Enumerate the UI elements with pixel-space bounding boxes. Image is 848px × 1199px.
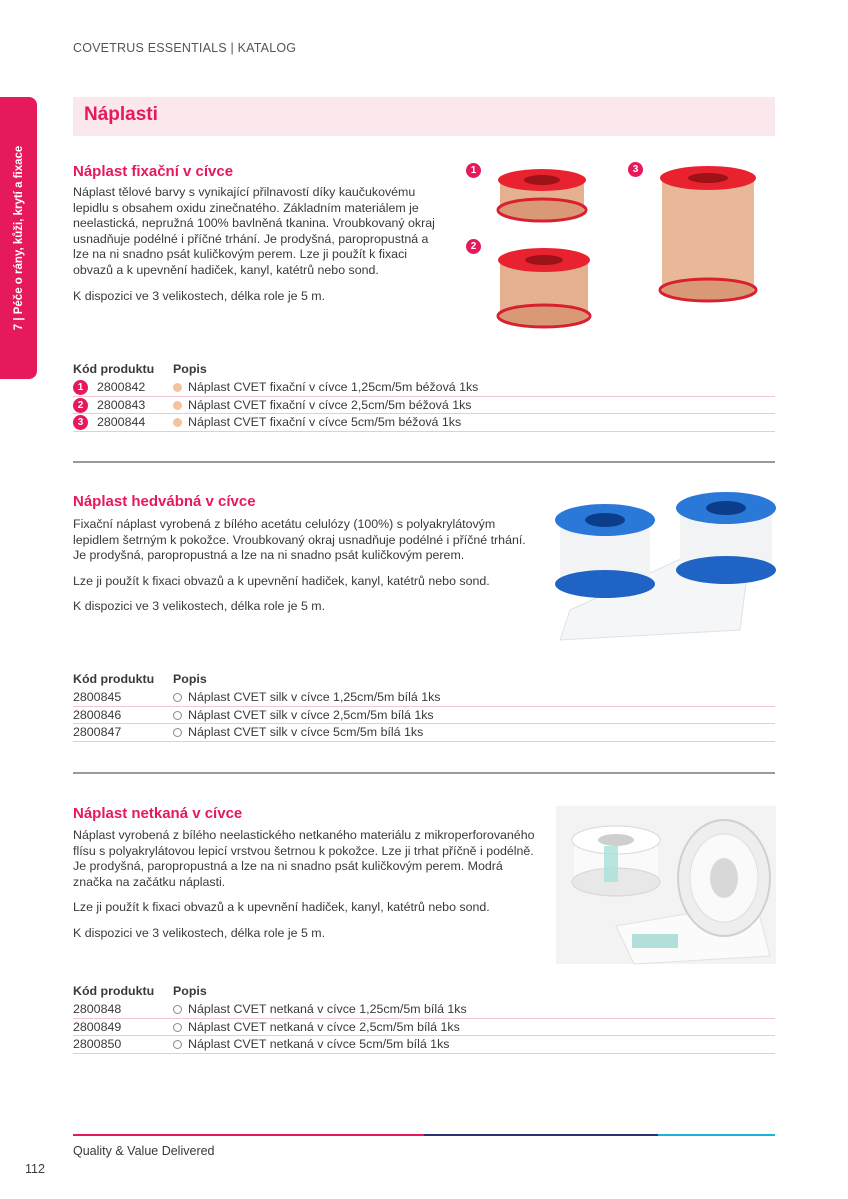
product-2-table	[73, 672, 775, 742]
table-header	[73, 984, 775, 1001]
table-row	[73, 397, 775, 415]
product-desc: Náplast CVET silk v cívce 5cm/5m bílá 1ks	[188, 725, 424, 739]
table-row	[73, 689, 775, 707]
color-dot	[173, 728, 182, 737]
table-row	[73, 379, 775, 397]
footer-line-navy	[424, 1134, 658, 1136]
section-title: Náplasti	[84, 104, 158, 125]
table-row	[73, 707, 775, 725]
color-dot	[173, 418, 182, 427]
row-number-badge: 1	[73, 380, 88, 395]
color-dot	[173, 401, 182, 410]
table-row	[73, 414, 775, 432]
product-desc: Náplast CVET netkaná v cívce 2,5cm/5m bílá 1ks	[188, 1019, 460, 1034]
product-1-table	[73, 362, 775, 432]
product-3-paragraph: Náplast vyrobená z bílého neelastického netkaného materiálu z mikroperforovaného flísu s polyakrylátovou lepicí vrstvou šetrnou k pokožce. Lze ji trhat příčně i podélně. Je prodyšná, paropropustná a lze na ni snadno psát kuličkovým perem. Modrá značka na začátku náplasti.	[73, 828, 535, 889]
color-dot	[173, 1040, 182, 1049]
product-2-description	[73, 517, 533, 625]
product-2-paragraph: Fixační náplast vyrobená z bílého acetátu celulózy (100%) s polyakrylátovým lepidlem šetrným k pokožce. Vroubkovaný okraj usnadňuje podélné i příčné trhání. Je prodyšná, paropropustná a lze na ni snadno psát kuličkovým perem.	[73, 517, 526, 563]
product-3-paragraph: K dispozici ve 3 velikostech, délka role je 5 m.	[73, 925, 326, 940]
image-label-3: 3	[628, 162, 643, 177]
product-3-title: Náplast netkaná v cívce	[73, 805, 243, 822]
product-code: 2800848	[73, 1002, 122, 1016]
col-code-header: Kód produktu	[73, 362, 155, 376]
image-label-1: 1	[466, 163, 481, 178]
beige-tape-spool-medium-image	[494, 246, 594, 332]
nonwoven-tape-spools-image	[556, 806, 776, 964]
chapter-side-tab	[0, 97, 37, 379]
section-divider	[73, 461, 775, 463]
product-3-paragraph: Lze ji použít k fixaci obvazů a k upevnění hadiček, kanyl, katétrů nebo sond.	[73, 900, 490, 915]
product-1-title: Náplast fixační v cívce	[73, 163, 234, 180]
beige-tape-spool-large-image	[658, 164, 758, 306]
page-number: 112	[25, 1162, 45, 1176]
product-desc: Náplast CVET fixační v cívce 2,5cm/5m béžová 1ks	[188, 397, 472, 412]
table-header	[73, 362, 775, 379]
col-desc-header: Popis	[173, 672, 207, 686]
beige-tape-spool-small-image	[492, 168, 592, 228]
footer-line-pink	[73, 1134, 424, 1136]
product-code: 2800843	[97, 397, 146, 412]
product-3-table	[73, 984, 775, 1054]
product-2-title: Náplast hedvábná v cívce	[73, 493, 256, 510]
col-code-header: Kód produktu	[73, 984, 155, 998]
product-desc: Náplast CVET silk v cívce 2,5cm/5m bílá 1ks	[188, 707, 434, 722]
color-dot	[173, 1023, 182, 1032]
color-dot	[173, 711, 182, 720]
product-code: 2800847	[73, 725, 122, 739]
table-row	[73, 1001, 775, 1019]
row-number-badge: 2	[73, 398, 88, 413]
product-2-paragraph: Lze ji použít k fixaci obvazů a k upevnění hadiček, kanyl, katétrů nebo sond.	[73, 573, 490, 588]
product-desc: Náplast CVET fixační v cívce 1,25cm/5m béžová 1ks	[188, 380, 479, 394]
silk-tape-spools-image	[550, 490, 780, 660]
product-code: 2800845	[73, 690, 122, 704]
product-desc: Náplast CVET fixační v cívce 5cm/5m béžová 1ks	[188, 415, 462, 429]
product-code: 2800850	[73, 1037, 122, 1051]
col-desc-header: Popis	[173, 984, 207, 998]
color-dot	[173, 383, 182, 392]
col-desc-header: Popis	[173, 362, 207, 376]
row-number-badge: 3	[73, 415, 88, 430]
product-desc: Náplast CVET netkaná v cívce 1,25cm/5m bílá 1ks	[188, 1002, 467, 1016]
color-dot	[173, 1005, 182, 1014]
color-dot	[173, 693, 182, 702]
product-1-description	[73, 185, 435, 314]
product-3-description	[73, 828, 535, 952]
product-1-paragraph: Náplast tělové barvy s vynikající přilnavostí díky kaučukovému lepidlu s obsahem oxidu zinečnatého. Základním materiálem je neelastická, nepružná 100% bavlněná tkanina. Vroubkovaný okraj usnadňuje podélné i příčné trhání. Je prodyšná, paropropustná a lze na ni snadno psát kuličkovým perem. Lze ji použít k fixaci obvazů a k upevnění hadiček, kanyl, katétrů nebo sond.	[73, 185, 435, 277]
chapter-side-tab-label: 7 | Péče o rány, kůži, krytí a fixace	[12, 145, 25, 331]
table-header	[73, 672, 775, 689]
catalog-header: COVETRUS ESSENTIALS | KATALOG	[73, 41, 297, 55]
table-row	[73, 724, 775, 742]
product-code: 2800849	[73, 1019, 122, 1034]
product-code: 2800844	[97, 415, 146, 429]
product-1-paragraph: K dispozici ve 3 velikostech, délka role je 5 m.	[73, 288, 326, 303]
section-divider	[73, 772, 775, 774]
table-row	[73, 1036, 775, 1054]
product-code: 2800846	[73, 707, 122, 722]
product-code: 2800842	[97, 380, 146, 394]
footer-line-cyan	[658, 1134, 775, 1136]
product-desc: Náplast CVET silk v cívce 1,25cm/5m bílá 1ks	[188, 690, 441, 704]
product-2-paragraph: K dispozici ve 3 velikostech, délka role je 5 m.	[73, 599, 326, 614]
section-title-bar	[73, 97, 775, 136]
col-code-header: Kód produktu	[73, 672, 155, 686]
image-label-2: 2	[466, 239, 481, 254]
product-desc: Náplast CVET netkaná v cívce 5cm/5m bílá 1ks	[188, 1037, 450, 1051]
table-row	[73, 1019, 775, 1037]
footer-tagline: Quality & Value Delivered	[73, 1144, 215, 1158]
